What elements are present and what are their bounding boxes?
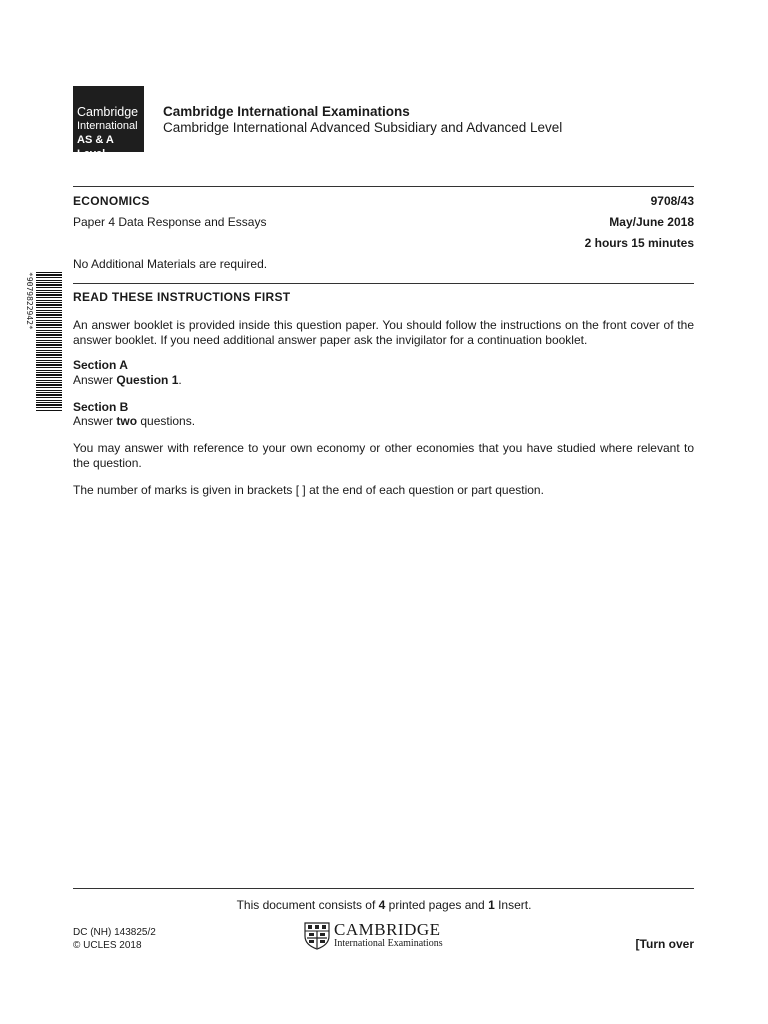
section-b-instruction bbox=[73, 414, 195, 428]
insert-count: 1 bbox=[488, 898, 495, 912]
section-a-instruction bbox=[73, 373, 182, 387]
logo-line-2: International bbox=[77, 120, 138, 132]
marks-paragraph: The number of marks is given in brackets [ ] at the end of each question or part question. bbox=[73, 483, 544, 497]
subject-title: ECONOMICS bbox=[73, 194, 150, 208]
section-a-suffix: . bbox=[178, 373, 182, 387]
section-b-suffix: questions. bbox=[137, 414, 196, 428]
materials-note: No Additional Materials are required. bbox=[73, 257, 268, 271]
turn-over-label: [Turn over bbox=[635, 937, 694, 951]
top-rule bbox=[73, 186, 694, 187]
footer-rule bbox=[73, 888, 694, 889]
paper-title: Paper 4 Data Response and Essays bbox=[73, 215, 267, 229]
section-b-title: Section B bbox=[73, 400, 129, 414]
barcode-number: *9079822942* bbox=[25, 272, 34, 330]
logo-line-3: AS & A Level bbox=[77, 134, 114, 160]
exam-session: May/June 2018 bbox=[609, 215, 694, 229]
document-reference bbox=[73, 926, 156, 952]
reference-code: DC (NH) 143825/2 bbox=[73, 927, 156, 938]
section-a-prefix: Answer bbox=[73, 373, 117, 387]
logo-line-1: Cambridge bbox=[77, 105, 139, 119]
doc-suffix: Insert. bbox=[494, 898, 532, 912]
section-a-title: Section A bbox=[73, 358, 128, 372]
exam-duration: 2 hours 15 minutes bbox=[584, 236, 694, 250]
section-a-bold: Question 1 bbox=[116, 373, 179, 387]
page-count: 4 bbox=[378, 898, 386, 912]
section-b-prefix: Answer bbox=[73, 414, 117, 428]
paper-code: 9708/43 bbox=[650, 194, 694, 208]
cambridge-crest-icon bbox=[304, 922, 330, 950]
org-subtitle: Cambridge International Advanced Subsidiary and Advanced Level bbox=[163, 120, 563, 135]
instructions-rule bbox=[73, 283, 694, 284]
document-pages-note bbox=[0, 898, 768, 912]
cambridge-wordmark-sub: International Examinations bbox=[334, 938, 443, 949]
cambridge-wordmark: CAMBRIDGE bbox=[334, 920, 441, 939]
doc-middle: printed pages and bbox=[385, 898, 489, 912]
cambridge-logo bbox=[73, 86, 144, 160]
doc-prefix: This document consists of bbox=[236, 898, 379, 912]
intro-paragraph: An answer booklet is provided inside this question paper. You should follow the instructions on the front cover of the answer booklet. If you need additional answer paper ask the invigilator for a continuation booklet. bbox=[73, 318, 694, 347]
copyright: © UCLES 2018 bbox=[73, 940, 142, 951]
section-b-bold: two bbox=[116, 414, 138, 428]
reference-paragraph: You may answer with reference to your own economy or other economies that you have studied where relevant to the question. bbox=[73, 441, 694, 470]
barcode-icon bbox=[36, 272, 62, 412]
org-title: Cambridge International Examinations bbox=[163, 104, 410, 119]
instructions-heading: READ THESE INSTRUCTIONS FIRST bbox=[73, 290, 291, 304]
